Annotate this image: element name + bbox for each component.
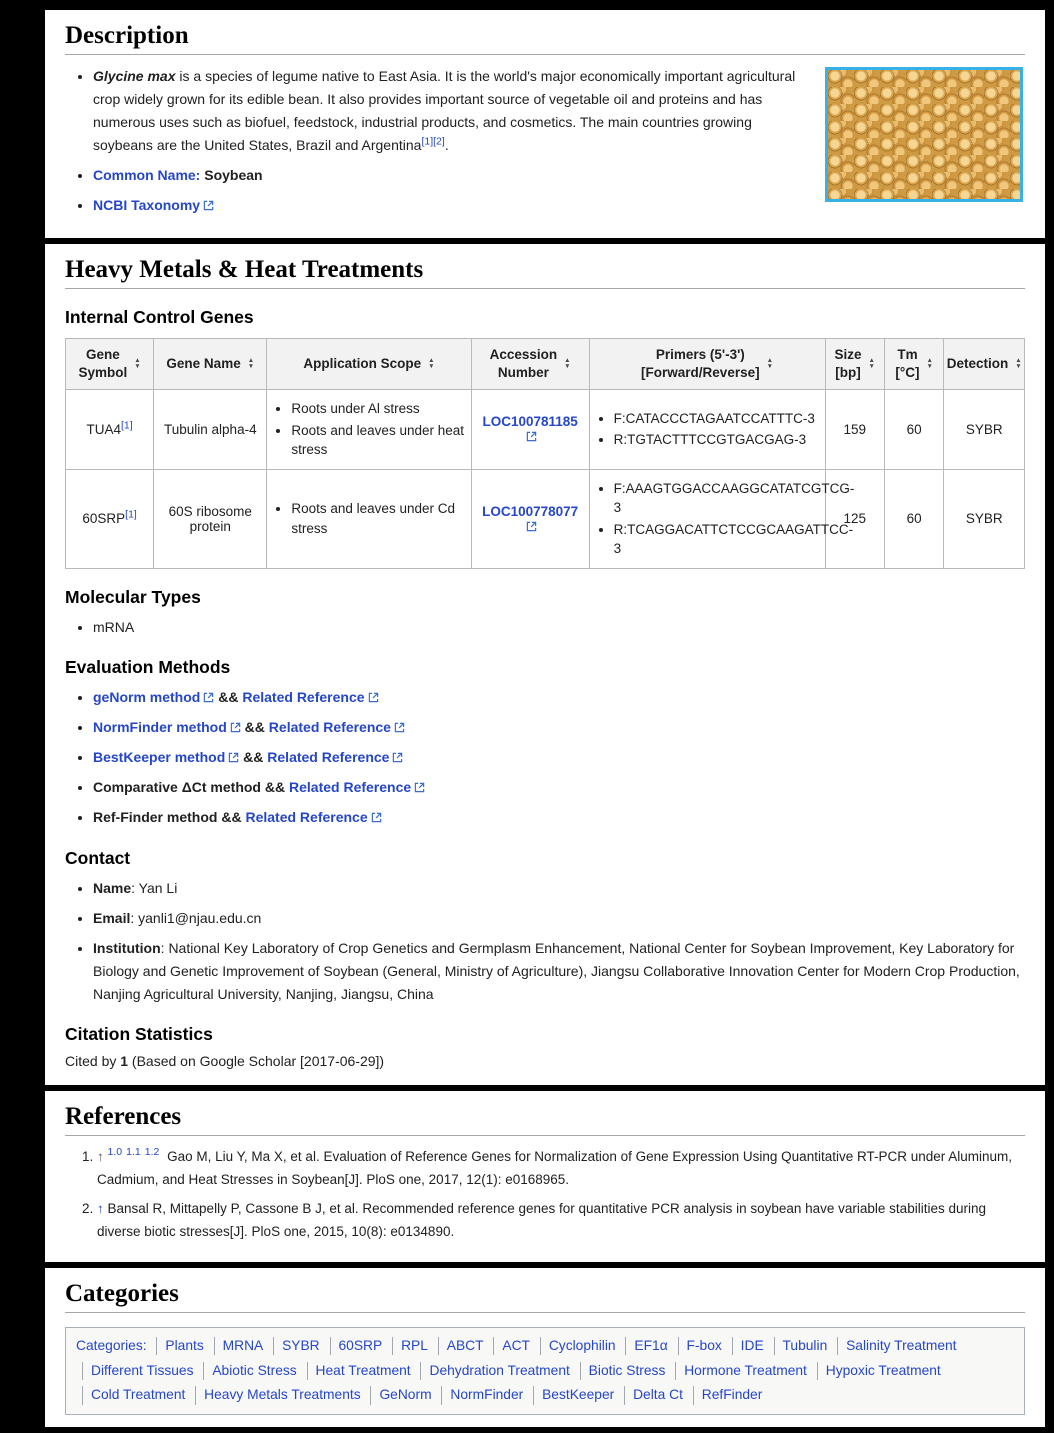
cell-accession [471,390,589,470]
related-reference-link[interactable]: Related Reference [289,779,412,796]
and-separator: && [221,809,242,826]
backlink-1-1[interactable]: 1.1 [126,1146,141,1159]
category-link-item [493,1337,530,1356]
category-link[interactable]: Plants [165,1337,204,1353]
category-link[interactable]: Heavy Metals Treatments [204,1387,361,1403]
col-header-accession-number[interactable] [471,338,589,389]
category-link[interactable]: Dehydration Treatment [429,1362,570,1378]
category-link-item [438,1337,484,1356]
cell-application-scope [267,469,471,568]
category-link-item [195,1386,360,1405]
ncbi-taxonomy-link[interactable]: NCBI Taxonomy [93,197,201,214]
col-header-size[interactable] [825,338,884,389]
category-link[interactable]: 60SRP [338,1337,383,1353]
related-reference-link[interactable]: Related Reference [268,719,391,736]
backlink-1-2[interactable]: 1.2 [144,1146,160,1159]
category-link-item [273,1337,320,1356]
bestkeeper-method-link[interactable]: BestKeeper method [93,749,226,766]
category-link[interactable]: EF1α [634,1337,668,1353]
col-header-application-scope[interactable] [267,338,471,389]
category-link-item [533,1386,614,1405]
related-reference-link[interactable]: Related Reference [242,689,365,706]
category-link[interactable]: IDE [740,1337,764,1353]
col-label-line2: [bp] [835,364,861,380]
category-link-item [837,1337,956,1356]
external-link-icon [394,722,405,733]
scope-item: • Roots and leaves under heat stress [291,421,464,460]
col-header-detection[interactable] [944,338,1025,389]
table-header-row [66,338,1025,389]
cited-by-prefix: Cited by [65,1052,121,1069]
references-section [45,1091,1045,1262]
category-link[interactable]: SYBR [282,1337,320,1353]
cell-primers [589,390,825,470]
category-link-item [580,1362,666,1381]
category-link-item [203,1362,296,1381]
and-separator: && [243,749,264,766]
category-link[interactable]: BestKeeper [542,1387,615,1403]
evaluation-method-item [93,776,1025,799]
category-link-item [420,1362,569,1381]
normfinder-method-link[interactable]: NormFinder method [93,719,227,736]
cell-gene-symbol [66,469,154,568]
category-link[interactable]: ABCT [446,1337,484,1353]
category-link-item [678,1337,722,1356]
col-label: Size [834,346,862,362]
species-name: Glycine max [93,68,176,84]
category-link[interactable]: GeNorm [379,1387,432,1403]
citation-ref-1-link[interactable]: [1] [421,135,434,148]
evaluation-method-item [93,806,1025,829]
category-link[interactable]: ACT [502,1337,530,1353]
table-row [66,390,1025,470]
cited-by-count: 1 [120,1052,129,1069]
category-link[interactable]: NormFinder [450,1387,524,1403]
contact-name-label: Name [93,879,132,896]
gene-symbol: TUA4 [86,421,122,437]
common-name-value: Soybean [204,167,263,184]
sort-icon[interactable]: ▲ ▼ [428,356,435,370]
cell-gene-name: Tubulin alpha-4 [154,390,267,470]
related-reference-link[interactable]: Related Reference [245,809,368,826]
cell-tm: 60 [884,390,943,470]
col-header-tm[interactable] [884,338,943,389]
primer-forward: • F:CATACCCTAGAATCCATTTC-3 [614,409,819,429]
category-link[interactable]: Cyclophilin [548,1337,616,1353]
description-heading: Description [65,22,1025,55]
sort-icon[interactable]: ▲ ▼ [868,356,875,370]
category-link-item [817,1362,941,1381]
backlink-arrow-icon: ↑ [97,1148,104,1164]
category-link-item [540,1337,616,1356]
category-link[interactable]: Tubulin [782,1337,828,1353]
gene-symbol-ref-link[interactable]: [1] [125,508,137,521]
intro-citations [421,136,444,148]
col-label: Detection [946,355,1009,371]
accession-link[interactable]: LOC100778077 [482,503,579,519]
gene-symbol: 60SRP [82,511,126,527]
category-link-item [693,1386,763,1405]
comparative-dct-method-label: Comparative ΔCt method [93,779,261,796]
backlink-1-0[interactable]: 1.0 [107,1146,123,1159]
contact-email-item: • Email: yanli1@njau.edu.cn [93,907,1025,930]
external-link-icon [526,521,537,532]
and-separator: && [218,689,239,706]
col-label-line2: Symbol [78,364,128,380]
category-link-item [82,1386,185,1405]
genorm-method-link[interactable]: geNorm method [93,689,201,706]
categories-box [65,1327,1025,1415]
col-label-line2: Number [497,364,549,380]
category-link-item [82,1362,194,1381]
cell-size: 159 [825,390,884,470]
category-link-item [732,1337,764,1356]
col-label: Gene Name [166,355,241,371]
references-heading: References [65,1103,1025,1136]
categories-section [45,1268,1045,1427]
external-link-icon [203,200,214,211]
sort-icon[interactable]: ▲ ▼ [1015,356,1022,370]
evaluation-method-item [93,746,1025,769]
cited-by-suffix: (Based on Google Scholar [2017-06-29]) [128,1052,385,1069]
contact-institution-value: National Key Laboratory of Crop Genetics and Germplasm Enhancement, National Center for Soybean Improvement, Key Laboratory for Biology and Genetic Improvement of Soybean (General, Ministry of Agriculture), Jiangsu Collaborative Innovation Center for Modern Crop Production, Nanjing Agricultural University, Nanjing, Jiangsu, China [93,939,1020,1002]
scope-item: • Roots and leaves under Cd stress [291,499,464,538]
external-link-icon [414,782,425,793]
category-link-item [675,1362,807,1381]
category-link-item [625,1337,667,1356]
external-link-icon [368,692,379,703]
cell-size: 125 [825,469,884,568]
primer-reverse: • R:TCAGGACATTCTCCGCAAGATTCC-3 [614,520,819,559]
cell-application-scope [267,390,471,470]
category-link-item [441,1386,523,1405]
icg-heading: Internal Control Genes [65,306,254,327]
reference-backlinks [108,1146,164,1158]
ref-finder-method-label: Ref-Finder method [93,809,218,826]
col-label: Tm [897,346,918,362]
col-label: Gene [86,346,120,362]
category-link[interactable]: MRNA [222,1337,264,1353]
soybeans-image-pattern [828,70,1020,199]
contact-email-label: Email [93,909,131,926]
reference-item [97,1146,1025,1192]
cell-tm: 60 [884,469,943,568]
citation-statistics-heading: Citation Statistics [65,1023,213,1044]
category-link[interactable]: Delta Ct [633,1387,683,1403]
primer-forward: • F:AAAGTGGACCAAGGCATATCGTCG-3 [614,479,819,518]
external-link-icon [392,752,403,763]
reference-item [97,1198,1025,1244]
molecular-types-heading: Molecular Types [65,586,201,607]
sort-icon[interactable]: ▲ ▼ [766,356,774,370]
contact-institution-label: Institution [93,939,161,956]
molecular-type-item: • mRNA [93,616,1025,639]
external-link-icon [203,692,214,703]
scope-item: • Roots under Al stress [291,399,464,419]
common-name-link[interactable]: Common Name: [93,167,201,184]
sort-icon[interactable]: ▲ ▼ [564,356,571,370]
wiki-page [45,0,1045,1427]
and-separator: && [264,779,286,796]
intro-period: . [444,137,449,154]
col-label: Application Scope [303,355,422,371]
category-link-item [392,1337,428,1356]
col-header-primers[interactable] [589,338,825,389]
contact-heading: Contact [65,847,131,868]
category-link-item [307,1362,411,1381]
category-links [76,1338,957,1403]
cell-gene-name: 60S ribosome protein [154,469,267,568]
cell-detection: SYBR [944,390,1025,470]
col-header-gene-symbol[interactable] [66,338,154,389]
primer-reverse: • R:TGTACTTTCCGTGACGAG-3 [614,430,819,450]
col-label-line2: [Forward/Reverse] [641,364,760,380]
categories-heading: Categories [65,1280,1025,1313]
external-link-icon [228,752,239,763]
sort-icon[interactable]: ▲ ▼ [926,356,933,370]
category-link-item [624,1386,683,1405]
sort-icon[interactable]: ▲ ▼ [247,356,255,370]
col-label-line2: [°C] [895,364,920,380]
category-link[interactable]: Cold Treatment [91,1387,186,1403]
category-link-item [156,1337,203,1356]
category-link-item [774,1337,828,1356]
related-reference-link[interactable]: Related Reference [267,749,390,766]
reference-text: Gao M, Liu Y, Ma X, et al. Evaluation of Reference Genes for Normalization of Gene Expression Using Quantitative RT-PCR under Aluminum, Cadmium, and Heat Stresses in Soybean[J]. PloS one, 2017, 12(1): e0168965. [97,1148,1013,1187]
external-link-icon [230,722,241,733]
intro-text: is a species of legume native to East Asia. It is the world's major economically important agricultural crop widely grown for its edible bean. It also provides important source of vegetable oil and proteins and has numerous uses such as biofuel, feedstock, industrial products, and cosmetics. The main countries growing soybeans are the United States, Brazil and Argentina [93,68,796,154]
category-link-item [370,1386,431,1405]
category-link[interactable]: Heat Treatment [315,1362,411,1378]
category-link-item [214,1337,264,1356]
gene-symbol-ref-link[interactable]: [1] [121,419,133,432]
category-link[interactable]: Hormone Treatment [684,1362,807,1378]
contact-name-item: • Name: Yan Li [93,877,1025,900]
description-section [45,10,1045,238]
cited-by-line [65,1053,1025,1069]
category-link[interactable]: RPL [401,1337,428,1353]
internal-control-genes-table [65,338,1025,569]
external-link-icon [526,431,537,442]
contact-email-value: yanli1@njau.edu.cn [138,909,262,926]
table-row [66,469,1025,568]
category-link[interactable]: F-box [686,1337,722,1353]
citation-ref-2-link[interactable]: [2] [433,135,445,148]
contact-name-value: Yan Li [138,879,178,896]
evaluation-method-item [93,686,1025,709]
category-link[interactable]: Different Tissues [91,1362,194,1378]
cell-accession [471,469,589,568]
category-link[interactable]: Biotic Stress [588,1362,666,1378]
category-link-item [330,1337,383,1356]
backlink-arrow-link[interactable]: ↑ [97,1200,104,1216]
treatments-section [45,244,1045,1085]
soybeans-image[interactable] [825,67,1023,202]
category-link[interactable]: Salinity Treatment [846,1337,957,1353]
and-separator: && [244,719,265,736]
sort-icon[interactable]: ▲ ▼ [134,356,141,370]
external-link-icon [371,812,382,823]
categories-label-link[interactable]: Categories: [76,1337,147,1353]
col-label: Accession [489,346,558,362]
treatments-heading: Heavy Metals & Heat Treatments [65,256,1025,289]
reference-text: Bansal R, Mittapelly P, Cassone B J, et al. Recommended reference genes for quantitative PCR analysis in soybean have variable stabilities during diverse biotic stresses[J]. PloS one, 2015, 10(8): e0134890. [97,1200,986,1239]
evaluation-methods-heading: Evaluation Methods [65,657,231,678]
category-link[interactable]: Hypoxic Treatment [825,1362,941,1378]
category-link[interactable]: Abiotic Stress [212,1362,297,1378]
col-header-gene-name[interactable] [154,338,267,389]
contact-institution-item: • Institution: National Key Laboratory of Crop Genetics and Germplasm Enhancement, National Center for Soybean Improvement, Key Laboratory for Biology and Genetic Improvement of Soybean (General, Ministry of Agriculture), Jiangsu Collaborative Innovation Center for Modern Crop Production, Nanjing Agricultural University, Nanjing, Jiangsu, China [93,937,1025,1006]
cell-detection: SYBR [944,469,1025,568]
category-link[interactable]: RefFinder [701,1387,763,1403]
col-label: Primers (5'-3') [655,346,745,362]
accession-link[interactable]: LOC100781185 [482,414,578,430]
evaluation-method-item [93,716,1025,739]
cell-gene-symbol [66,390,154,470]
